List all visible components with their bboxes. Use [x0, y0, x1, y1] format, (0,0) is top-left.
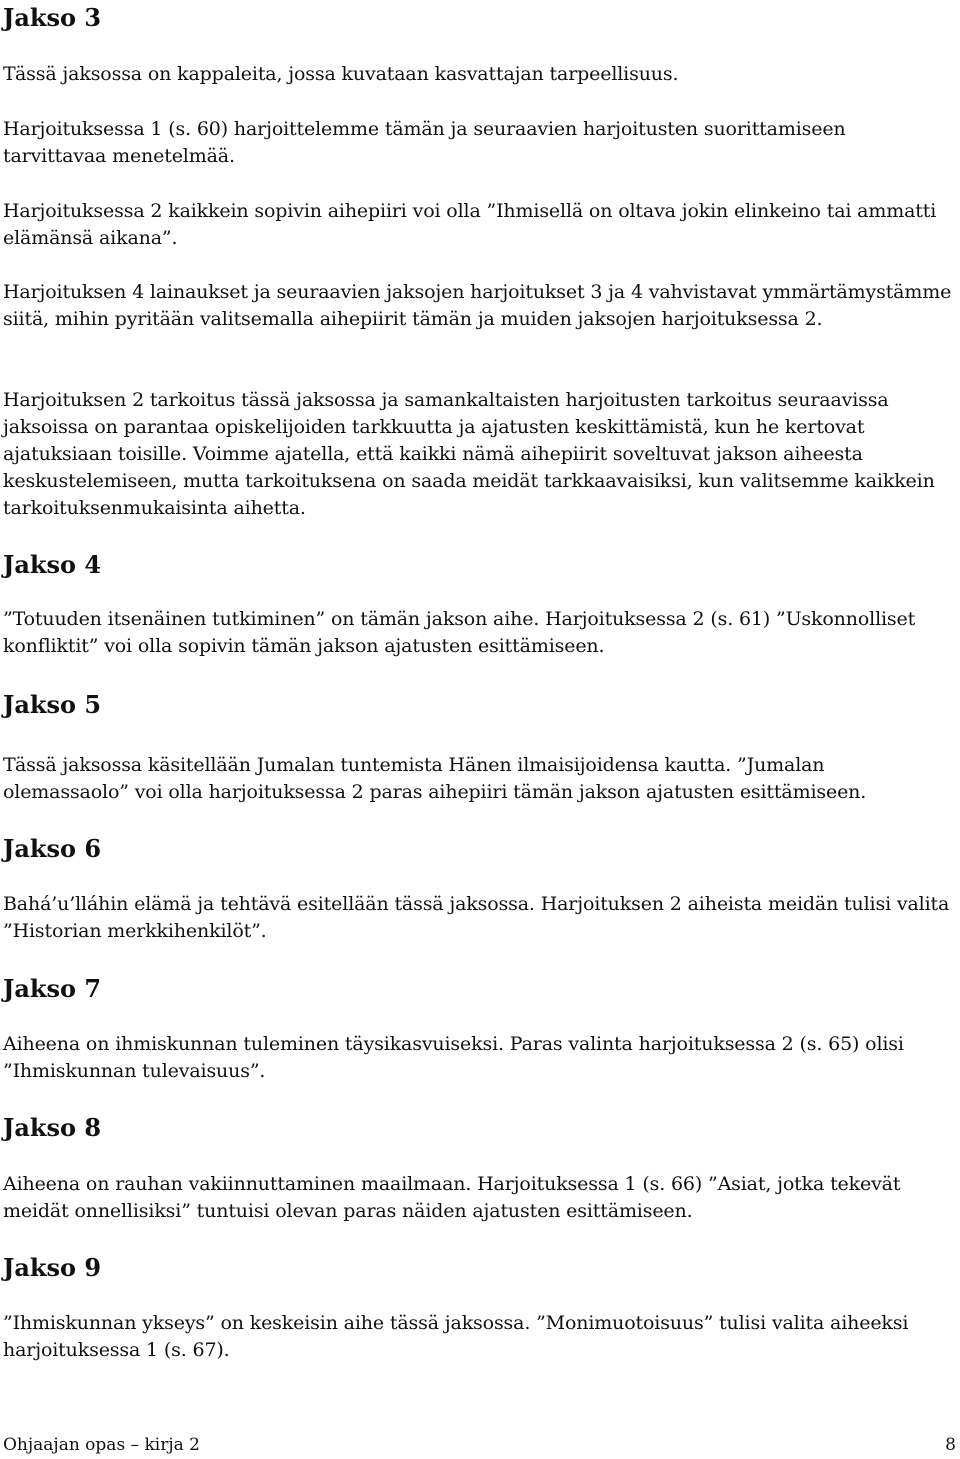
paragraph: Bahá’u’lláhin elämä ja tehtävä esitellään tässä jaksossa. Harjoituksen 2 aiheista meidän tulisi valita ”Historian merkkihenkilöt”. — [3, 893, 950, 942]
section-heading-jakso-5: Jakso 5 — [3, 690, 102, 719]
section-heading-jakso-8: Jakso 8 — [3, 1113, 102, 1142]
paragraph: ”Ihmiskunnan ykseys” on keskeisin aihe tässä jaksossa. ”Monimuotoisuus” tulisi valita aiheeksi harjoituksessa 1 (s. 67). — [3, 1312, 909, 1361]
footer-title: Ohjaajan opas – kirja 2 — [3, 1435, 200, 1455]
paragraph: Harjoituksessa 1 (s. 60) harjoittelemme tämän ja seuraavien harjoitusten suorittamiseen tarvittavaa menetelmää. — [3, 118, 846, 167]
footer-page-number: 8 — [945, 1435, 956, 1455]
paragraph: Harjoituksen 2 tarkoitus tässä jaksossa ja samankaltaisten harjoitusten tarkoitus seuraavissa jaksoissa on parantaa opiskelijoiden tarkkuutta ja ajatusten keskittämistä, kun he kertovat ajatuksiaan toisille. Voimme ajatella, että kaikki nämä aihepiirit soveltuvat jakson aiheesta keskustelemiseen, mutta tarkoituksena on saada meidät tarkkaavaisiksi, kun valitsemme kaikkein tarkoituksenmukaisinta aihetta. — [3, 389, 935, 519]
paragraph: Tässä jaksossa käsitellään Jumalan tuntemista Hänen ilmaisijoidensa kautta. ”Jumalan olemassaolo” voi olla harjoituksessa 2 paras aihepiiri tämän jakson ajatusten esittämiseen. — [3, 754, 867, 803]
paragraph: Harjoituksessa 2 kaikkein sopivin aihepiiri voi olla ”Ihmisellä on oltava jokin elinkeino tai ammatti elämänsä aikana”. — [3, 200, 937, 249]
section-heading-jakso-4: Jakso 4 — [3, 550, 102, 579]
section-heading-jakso-7: Jakso 7 — [3, 974, 102, 1003]
paragraph: Aiheena on rauhan vakiinnuttaminen maailmaan. Harjoituksessa 1 (s. 66) ”Asiat, jotka tekevät meidät onnellisiksi” tuntuisi olevan paras näiden ajatusten esittämiseen. — [3, 1173, 901, 1222]
paragraph: ”Totuuden itsenäinen tutkiminen” on tämän jakson aihe. Harjoituksessa 2 (s. 61) ”Uskonnolliset konfliktit” voi olla sopivin tämän jakson ajatusten esittämiseen. — [3, 608, 916, 657]
paragraph: Aiheena on ihmiskunnan tuleminen täysikasvuiseksi. Paras valinta harjoituksessa 2 (s. 65) olisi ”Ihmiskunnan tulevaisuus”. — [3, 1033, 904, 1082]
paragraph: Tässä jaksossa on kappaleita, jossa kuvataan kasvattajan tarpeellisuus. — [3, 63, 679, 85]
section-heading-jakso-9: Jakso 9 — [3, 1253, 102, 1282]
section-heading-jakso-3: Jakso 3 — [3, 3, 102, 32]
paragraph: Harjoituksen 4 lainaukset ja seuraavien jaksojen harjoitukset 3 ja 4 vahvistavat ymmärtämystämme siitä, mihin pyritään valitsemalla aihepiirit tämän ja muiden jaksojen harjoituksessa 2. — [3, 281, 952, 330]
section-heading-jakso-6: Jakso 6 — [3, 834, 102, 863]
